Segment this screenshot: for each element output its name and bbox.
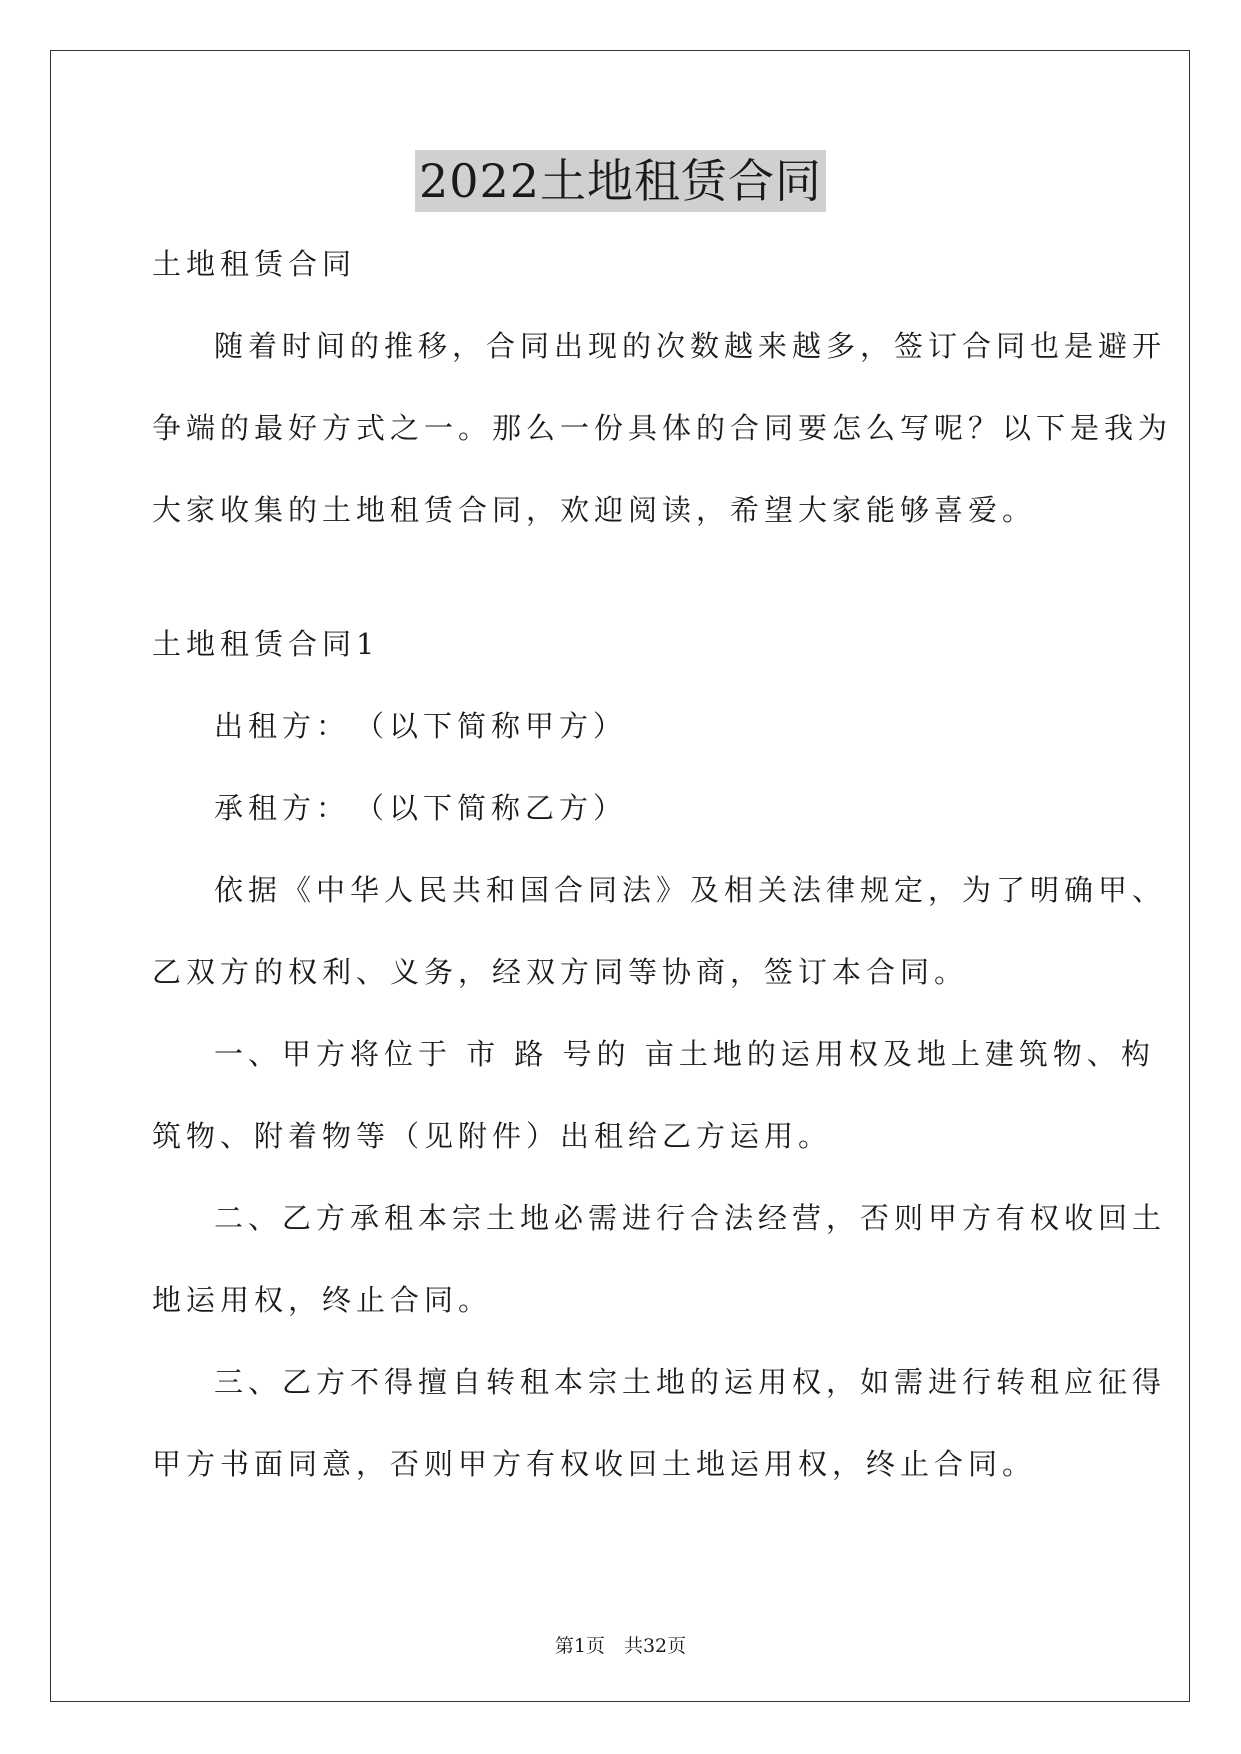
lessee-line: 承租方： （以下简称乙方） xyxy=(214,791,628,825)
section-heading: 土地租赁合同1 xyxy=(152,627,380,661)
document-title: 2022土地租赁合同 xyxy=(415,150,826,212)
paragraph-line: 依据《中华人民共和国合同法》及相关法律规定，为了明确甲、 xyxy=(214,873,1167,907)
paragraph-line: 争端的最好方式之一。那么一份具体的合同要怎么写呢？以下是我为 xyxy=(152,411,1173,445)
paragraph-line: 大家收集的土地租赁合同，欢迎阅读，希望大家能够喜爱。 xyxy=(152,493,1037,527)
lessor-line: 出租方： （以下简称甲方） xyxy=(214,709,628,743)
paragraph-line: 随着时间的推移，合同出现的次数越来越多，签订合同也是避开 xyxy=(214,329,1167,363)
clause-line: 地运用权，终止合同。 xyxy=(152,1283,493,1317)
clause-line: 一、甲方将位于 市 路 号的 亩土地的运用权及地上建筑物、构 xyxy=(214,1037,1155,1071)
page-number: 第1页 共32页 xyxy=(554,1635,687,1657)
clause-line: 二、乙方承租本宗土地必需进行合法经营，否则甲方有权收回土 xyxy=(214,1201,1167,1235)
title-container xyxy=(0,150,1241,212)
clause-line: 三、乙方不得擅自转租本宗土地的运用权，如需进行转租应征得 xyxy=(214,1365,1167,1399)
clause-line: 甲方书面同意，否则甲方有权收回土地运用权，终止合同。 xyxy=(152,1447,1037,1481)
paragraph-gap xyxy=(152,565,1092,617)
section-heading: 土地租赁合同 xyxy=(152,247,357,281)
document-body xyxy=(152,237,1173,1519)
paragraph-line: 乙双方的权利、义务，经双方同等协商，签订本合同。 xyxy=(152,955,969,989)
clause-line: 筑物、附着物等（见附件）出租给乙方运用。 xyxy=(152,1119,833,1153)
